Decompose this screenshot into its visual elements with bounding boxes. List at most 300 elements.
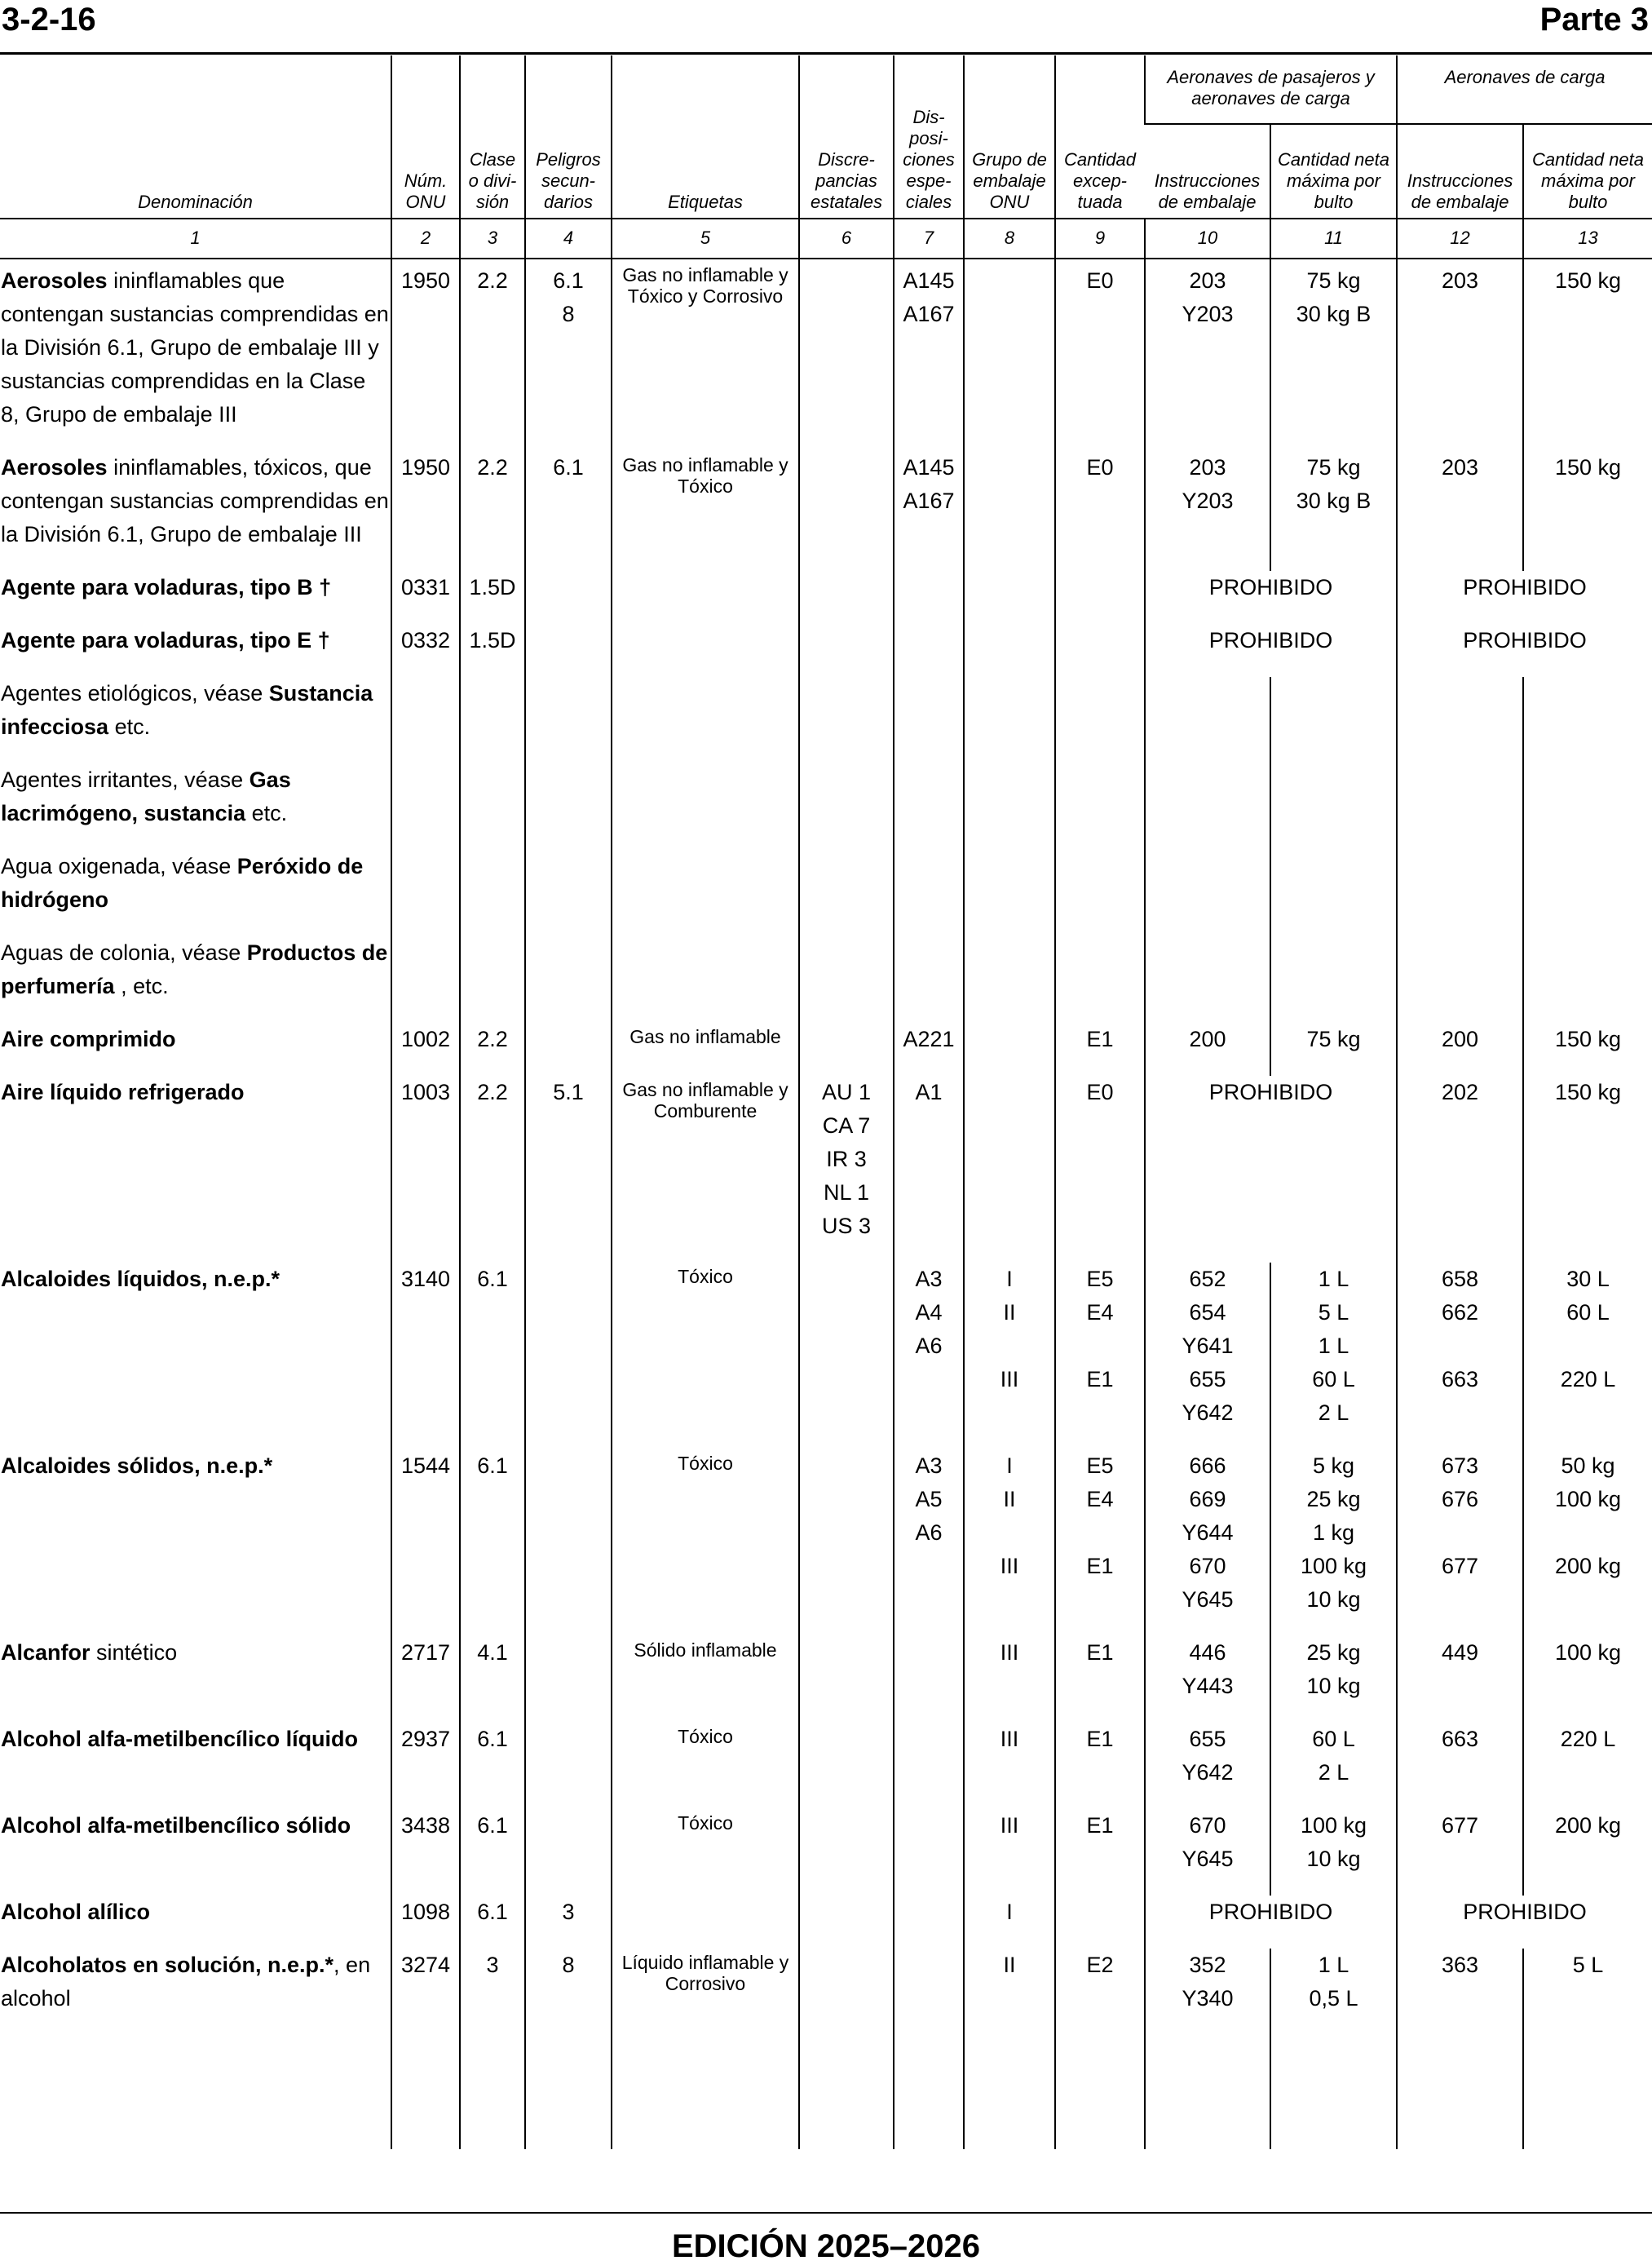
excepted-quantity-value: E0 xyxy=(1086,1080,1114,1104)
denomination-rest: ininflamables que contengan sustancias comprendidas en la División 6.1, Grupo de embalaje III y sustancias comprendidas en la Clase 8, Grupo de embalaje III xyxy=(1,268,389,427)
packing-instruction-passenger-value: 654 xyxy=(1189,1300,1226,1325)
col-header-7: Dis- posi- ciones espe- ciales xyxy=(894,55,964,219)
packing-group-value xyxy=(965,1516,1054,1550)
max-net-qty-passenger xyxy=(1270,1809,1397,1896)
excepted-quantity xyxy=(1055,259,1145,451)
excepted-quantity-value: E1 xyxy=(1086,1554,1114,1578)
special-provision xyxy=(894,1896,964,1949)
excepted-quantity-value: E1 xyxy=(1086,1727,1114,1751)
un-number-cell xyxy=(391,936,460,1023)
special-provision xyxy=(894,1449,964,1636)
un-number-cell: 0331 xyxy=(391,571,460,624)
table-row xyxy=(0,1263,1652,1449)
denomination-bold: Peróxido de hidrógeno xyxy=(1,854,364,912)
packing-instruction-passenger xyxy=(1145,1949,1270,2035)
special-provision-value: A6 xyxy=(915,1334,943,1358)
special-provision xyxy=(894,1076,964,1263)
state-variation xyxy=(799,850,894,936)
special-provision-value: A167 xyxy=(903,302,955,326)
un-number-cell: 1002 xyxy=(391,1023,460,1076)
state-variation xyxy=(799,1076,894,1263)
denomination-rest: ininflamables, tóxicos, que contengan sustancias comprendidas en la División 6.1, Grupo de embalaje III xyxy=(1,455,389,546)
packing-instruction-cargo-value: 673 xyxy=(1441,1453,1479,1478)
forbidden-passenger: PROHIBIDO xyxy=(1145,571,1397,624)
denomination-rest: , en alcohol xyxy=(1,1953,371,2011)
packing-group xyxy=(964,1949,1055,2035)
packing-instruction-passenger xyxy=(1145,677,1270,763)
class-cell: 6.1 xyxy=(460,1263,525,1449)
max-net-qty-cargo xyxy=(1523,1949,1652,2035)
subsidiary-hazard xyxy=(525,1263,612,1449)
packing-instruction-passenger xyxy=(1145,763,1270,850)
filler-cell xyxy=(1055,2035,1145,2149)
label-cell xyxy=(612,1896,799,1949)
column-number: 4 xyxy=(525,219,612,259)
max-net-qty-passenger-value: 60 L xyxy=(1312,1367,1355,1391)
packing-group xyxy=(964,850,1055,936)
excepted-quantity-value xyxy=(1056,1516,1144,1550)
packing-instruction-cargo-value: 676 xyxy=(1441,1487,1479,1511)
excepted-quantity xyxy=(1055,1263,1145,1449)
max-net-qty-passenger-value: 100 kg xyxy=(1300,1813,1367,1838)
max-net-qty-passenger xyxy=(1270,1023,1397,1076)
packing-instruction-passenger xyxy=(1145,451,1270,571)
filler-cell xyxy=(799,2035,894,2149)
excepted-quantity-value: E4 xyxy=(1086,1300,1114,1325)
max-net-qty-passenger-value: 60 L xyxy=(1312,1727,1355,1751)
denomination-prefix: Aguas de colonia, véase xyxy=(1,940,247,965)
max-net-qty-cargo-value: 150 kg xyxy=(1554,268,1622,293)
state-variation xyxy=(799,259,894,451)
excepted-quantity-value xyxy=(1056,1583,1144,1617)
denomination-cell xyxy=(0,1076,391,1263)
special-provision-value: A3 xyxy=(915,1267,943,1291)
table-row xyxy=(0,1809,1652,1896)
packing-instruction-passenger-value: Y645 xyxy=(1182,1847,1234,1871)
special-provision xyxy=(894,259,964,451)
class-cell xyxy=(460,936,525,1023)
subsidiary-hazard xyxy=(525,677,612,763)
denomination-rest: , etc. xyxy=(114,974,169,998)
subsidiary-hazard xyxy=(525,1809,612,1896)
max-net-qty-passenger-value: 25 kg xyxy=(1306,1487,1361,1511)
packing-instruction-passenger xyxy=(1145,850,1270,936)
state-variation xyxy=(799,936,894,1023)
max-net-qty-passenger-value: 0,5 L xyxy=(1309,1986,1358,2011)
forbidden-passenger: PROHIBIDO xyxy=(1145,1896,1397,1949)
packing-group xyxy=(964,1449,1055,1636)
table-row xyxy=(0,1023,1652,1076)
denomination-bold: Alcohol alílico xyxy=(1,1900,151,1924)
label-cell: Líquido inflamable y Corrosivo xyxy=(612,1949,799,2035)
max-net-qty-passenger xyxy=(1270,1636,1397,1723)
un-number-cell: 2937 xyxy=(391,1723,460,1809)
packing-instruction-cargo xyxy=(1397,936,1523,1023)
subsidiary-hazard xyxy=(525,624,612,677)
table-row xyxy=(0,1949,1652,2035)
excepted-quantity-value: E4 xyxy=(1086,1487,1114,1511)
label-cell xyxy=(612,763,799,850)
excepted-quantity xyxy=(1055,1023,1145,1076)
denomination-bold: Productos de perfumería xyxy=(1,940,388,998)
packing-instruction-cargo xyxy=(1397,1949,1523,2035)
packing-instruction-passenger-value: 655 xyxy=(1189,1727,1226,1751)
max-net-qty-passenger xyxy=(1270,850,1397,936)
max-net-qty-passenger-value: 25 kg xyxy=(1306,1640,1361,1665)
class-cell xyxy=(460,677,525,763)
packing-instruction-passenger-value: Y203 xyxy=(1182,489,1234,513)
packing-instruction-cargo xyxy=(1397,259,1523,451)
packing-instruction-cargo xyxy=(1397,1449,1523,1636)
special-provision xyxy=(894,1949,964,2035)
label-cell: Tóxico xyxy=(612,1809,799,1896)
table-row xyxy=(0,850,1652,936)
filler-cell xyxy=(964,2035,1055,2149)
max-net-qty-cargo xyxy=(1523,259,1652,451)
packing-instruction-cargo xyxy=(1397,763,1523,850)
max-net-qty-passenger-value: 2 L xyxy=(1318,1400,1349,1425)
denomination-cell xyxy=(0,850,391,936)
col-header-5: Etiquetas xyxy=(612,55,799,219)
state-variation xyxy=(799,1449,894,1636)
packing-instruction-cargo xyxy=(1397,451,1523,571)
column-number: 5 xyxy=(612,219,799,259)
max-net-qty-passenger xyxy=(1270,451,1397,571)
special-provision xyxy=(894,1723,964,1809)
label-cell xyxy=(612,677,799,763)
packing-group-value: III xyxy=(1000,1727,1019,1751)
excepted-quantity xyxy=(1055,451,1145,571)
special-provision xyxy=(894,936,964,1023)
max-net-qty-passenger-value: 10 kg xyxy=(1306,1587,1361,1612)
packing-group-value: III xyxy=(1000,1813,1019,1838)
packing-instruction-cargo xyxy=(1397,677,1523,763)
column-number: 11 xyxy=(1270,219,1397,259)
packing-group-value: III xyxy=(1000,1367,1019,1391)
excepted-quantity-value: E5 xyxy=(1086,1267,1114,1291)
denomination-cell xyxy=(0,1896,391,1949)
packing-group-value xyxy=(965,1329,1054,1363)
forbidden-passenger: PROHIBIDO xyxy=(1145,1076,1397,1263)
col-header-8: Grupo de embalaje ONU xyxy=(964,55,1055,219)
max-net-qty-cargo xyxy=(1523,1636,1652,1723)
special-provision-value: A1 xyxy=(915,1080,943,1104)
subsidiary-hazard xyxy=(525,1449,612,1636)
class-cell: 6.1 xyxy=(460,1723,525,1809)
packing-instruction-cargo-value: 203 xyxy=(1441,268,1479,293)
packing-group xyxy=(964,1076,1055,1263)
un-number-cell xyxy=(391,763,460,850)
state-variation xyxy=(799,1809,894,1896)
col-header-10: Instrucciones de embalaje xyxy=(1154,170,1261,212)
filler-row xyxy=(0,2035,1652,2149)
excepted-quantity-value: E2 xyxy=(1086,1953,1114,1977)
max-net-qty-passenger xyxy=(1270,259,1397,451)
class-cell xyxy=(460,850,525,936)
packing-instruction-passenger xyxy=(1145,1023,1270,1076)
max-net-qty-cargo-value: 100 kg xyxy=(1554,1640,1622,1665)
max-net-qty-passenger xyxy=(1270,936,1397,1023)
max-net-qty-cargo-value: 200 kg xyxy=(1554,1554,1622,1578)
packing-instruction-passenger-value: Y340 xyxy=(1182,1986,1234,2011)
un-number-cell: 1544 xyxy=(391,1449,460,1636)
max-net-qty-passenger-value: 1 L xyxy=(1318,1334,1349,1358)
max-net-qty-passenger-value: 10 kg xyxy=(1306,1674,1361,1698)
denomination-prefix: Agua oxigenada, véase xyxy=(1,854,237,878)
un-number-cell: 3438 xyxy=(391,1809,460,1896)
class-cell: 6.1 xyxy=(460,1809,525,1896)
class-cell: 2.2 xyxy=(460,451,525,571)
col-header-11: Cantidad neta máxima por bulto xyxy=(1270,124,1397,219)
col-header-6: Discre- pancias estatales xyxy=(799,55,894,219)
column-number: 10 xyxy=(1145,219,1270,259)
excepted-quantity xyxy=(1055,763,1145,850)
max-net-qty-passenger-value: 10 kg xyxy=(1306,1847,1361,1871)
state-variation xyxy=(799,763,894,850)
packing-instruction-cargo xyxy=(1397,1023,1523,1076)
subsidiary-hazard xyxy=(525,763,612,850)
column-number: 3 xyxy=(460,219,525,259)
denomination-bold: Aire líquido refrigerado xyxy=(1,1080,245,1104)
packing-group xyxy=(964,1263,1055,1449)
denomination-cell xyxy=(0,1723,391,1809)
max-net-qty-passenger-value: 100 kg xyxy=(1300,1554,1367,1578)
forbidden-cargo: PROHIBIDO xyxy=(1397,624,1652,677)
label-cell: Gas no inflamable xyxy=(612,1023,799,1076)
col-header-12: Instrucciones de embalaje xyxy=(1397,124,1523,219)
denomination-rest: etc. xyxy=(108,714,151,739)
excepted-quantity-value xyxy=(1056,1396,1144,1430)
table-row xyxy=(0,1449,1652,1636)
class-cell: 1.5D xyxy=(460,624,525,677)
packing-instruction-passenger-value: 203 xyxy=(1189,268,1226,293)
excepted-quantity xyxy=(1055,1809,1145,1896)
denomination-bold: Agente para voladuras, tipo E † xyxy=(1,628,330,653)
filler-cell xyxy=(894,2035,964,2149)
col-header-13: Cantidad neta máxima por bulto xyxy=(1523,124,1652,219)
special-provision-value: A4 xyxy=(915,1300,943,1325)
max-net-qty-cargo xyxy=(1523,1076,1652,1263)
table-row xyxy=(0,1076,1652,1263)
packing-group-value xyxy=(965,1583,1054,1617)
excepted-quantity xyxy=(1055,624,1145,677)
excepted-quantity-value: E1 xyxy=(1086,1813,1114,1838)
column-number: 7 xyxy=(894,219,964,259)
label-cell xyxy=(612,936,799,1023)
denomination-cell xyxy=(0,763,391,850)
special-provision xyxy=(894,451,964,571)
max-net-qty-cargo-value: 5 L xyxy=(1572,1953,1604,1977)
packing-instruction-passenger-value: 200 xyxy=(1189,1027,1226,1051)
max-net-qty-passenger-value: 1 L xyxy=(1318,1267,1349,1291)
class-cell: 2.2 xyxy=(460,1076,525,1263)
packing-group-value: II xyxy=(1003,1487,1016,1511)
max-net-qty-cargo xyxy=(1523,763,1652,850)
excepted-quantity xyxy=(1055,850,1145,936)
un-number-cell: 1950 xyxy=(391,451,460,571)
excepted-quantity xyxy=(1055,677,1145,763)
denomination-bold: Alcoholatos en solución, n.e.p.* xyxy=(1,1953,334,1977)
filler-cell xyxy=(1270,2035,1397,2149)
filler-cell xyxy=(525,2035,612,2149)
max-net-qty-cargo xyxy=(1523,451,1652,571)
packing-instruction-cargo-value: 658 xyxy=(1441,1267,1479,1291)
packing-instruction-passenger-value: 666 xyxy=(1189,1453,1226,1478)
col-header-2: Núm. ONU xyxy=(391,55,460,219)
max-net-qty-passenger xyxy=(1270,1949,1397,2035)
table-row xyxy=(0,677,1652,763)
packing-instruction-cargo-value: 662 xyxy=(1441,1300,1479,1325)
denomination-prefix: Agentes etiológicos, véase xyxy=(1,681,269,706)
denomination-bold: Aire comprimido xyxy=(1,1027,176,1051)
column-number: 1 xyxy=(0,219,391,259)
packing-instruction-passenger-value: 670 xyxy=(1189,1554,1226,1578)
max-net-qty-cargo-value: 50 kg xyxy=(1561,1453,1615,1478)
packing-instruction-cargo-value xyxy=(1398,1516,1522,1550)
packing-group xyxy=(964,1723,1055,1809)
max-net-qty-cargo-value xyxy=(1524,1396,1652,1430)
subsidiary-hazard-value: 8 xyxy=(562,302,575,326)
packing-group xyxy=(964,1023,1055,1076)
subsidiary-hazard xyxy=(525,850,612,936)
subsidiary-hazard-value: 6.1 xyxy=(553,455,584,480)
packing-instruction-cargo-value: 449 xyxy=(1441,1640,1479,1665)
denomination-bold: Aerosoles xyxy=(1,268,108,293)
max-net-qty-cargo-value xyxy=(1524,1516,1652,1550)
filler-cell xyxy=(460,2035,525,2149)
packing-instruction-cargo-value xyxy=(1398,1583,1522,1617)
subsidiary-hazard-value: 3 xyxy=(562,1900,575,1924)
column-number-row xyxy=(0,219,1652,259)
excepted-quantity xyxy=(1055,1896,1145,1949)
packing-instruction-cargo-value: 663 xyxy=(1441,1727,1479,1751)
special-provision xyxy=(894,1809,964,1896)
part-label: Parte 3 xyxy=(1539,2,1649,38)
filler-cell xyxy=(391,2035,460,2149)
subsidiary-hazard xyxy=(525,1023,612,1076)
edition-footer: EDICIÓN 2025–2026 xyxy=(0,2212,1652,2265)
class-cell: 4.1 xyxy=(460,1636,525,1723)
subsidiary-hazard xyxy=(525,1949,612,2035)
state-variation xyxy=(799,571,894,624)
state-variation xyxy=(799,677,894,763)
packing-instruction-cargo xyxy=(1397,1263,1523,1449)
filler-cell xyxy=(1397,2035,1523,2149)
table-row xyxy=(0,1896,1652,1949)
state-variation xyxy=(799,1263,894,1449)
max-net-qty-cargo-value: 220 L xyxy=(1560,1727,1616,1751)
packing-group xyxy=(964,624,1055,677)
class-cell: 3 xyxy=(460,1949,525,2035)
max-net-qty-cargo-value: 30 L xyxy=(1566,1267,1610,1291)
un-number-cell: 1950 xyxy=(391,259,460,451)
special-provision-value: A167 xyxy=(903,489,955,513)
table-row xyxy=(0,763,1652,850)
class-cell: 2.2 xyxy=(460,1023,525,1076)
max-net-qty-cargo-value: 220 L xyxy=(1560,1367,1616,1391)
packing-group-value: III xyxy=(1000,1640,1019,1665)
excepted-quantity-value: E1 xyxy=(1086,1367,1114,1391)
special-provision xyxy=(894,1636,964,1723)
denomination-cell xyxy=(0,624,391,677)
max-net-qty-passenger-value: 1 L xyxy=(1318,1953,1349,1977)
denomination-rest: sintético xyxy=(90,1640,178,1665)
un-number-cell xyxy=(391,850,460,936)
column-number: 9 xyxy=(1055,219,1145,259)
special-provision xyxy=(894,1263,964,1449)
packing-group xyxy=(964,677,1055,763)
class-cell: 2.2 xyxy=(460,259,525,451)
packing-instruction-cargo-value: 200 xyxy=(1441,1027,1479,1051)
filler-cell xyxy=(1145,2035,1270,2149)
class-cell: 6.1 xyxy=(460,1449,525,1636)
packing-instruction-passenger-value: Y642 xyxy=(1182,1760,1234,1785)
un-number-cell: 1003 xyxy=(391,1076,460,1263)
denomination-cell xyxy=(0,1023,391,1076)
packing-instruction-cargo-value: 202 xyxy=(1441,1080,1479,1104)
un-number-cell: 3274 xyxy=(391,1949,460,2035)
state-variation xyxy=(799,451,894,571)
packing-group xyxy=(964,763,1055,850)
special-provision xyxy=(894,1023,964,1076)
special-provision-value: A3 xyxy=(915,1453,943,1478)
packing-group xyxy=(964,571,1055,624)
max-net-qty-cargo-value xyxy=(1524,1329,1652,1363)
packing-group xyxy=(964,1636,1055,1723)
state-variation xyxy=(799,1023,894,1076)
max-net-qty-passenger-value: 5 kg xyxy=(1312,1453,1355,1478)
packing-instruction-passenger xyxy=(1145,1263,1270,1449)
packing-instruction-passenger-value: 670 xyxy=(1189,1813,1226,1838)
packing-instruction-passenger-value: Y203 xyxy=(1182,302,1234,326)
max-net-qty-passenger-value: 1 kg xyxy=(1312,1520,1355,1545)
packing-instruction-cargo-value: 203 xyxy=(1441,455,1479,480)
max-net-qty-cargo xyxy=(1523,1023,1652,1076)
max-net-qty-passenger xyxy=(1270,763,1397,850)
packing-instruction-cargo-value xyxy=(1398,1396,1522,1430)
table-row xyxy=(0,1723,1652,1809)
special-provision xyxy=(894,763,964,850)
packing-group xyxy=(964,259,1055,451)
packing-instruction-passenger-value: Y641 xyxy=(1182,1334,1234,1358)
denomination-cell xyxy=(0,1949,391,2035)
packing-instruction-cargo-value: 677 xyxy=(1441,1813,1479,1838)
packing-instruction-passenger-value: 669 xyxy=(1189,1487,1226,1511)
packing-group-value: I xyxy=(1006,1453,1013,1478)
denomination-rest: etc. xyxy=(245,801,288,825)
forbidden-cargo: PROHIBIDO xyxy=(1397,571,1652,624)
packing-instruction-passenger xyxy=(1145,1636,1270,1723)
packing-group xyxy=(964,451,1055,571)
special-provision-value: A5 xyxy=(915,1487,943,1511)
packing-instruction-passenger-value: 655 xyxy=(1189,1367,1226,1391)
excepted-quantity xyxy=(1055,1449,1145,1636)
packing-instruction-passenger-value: Y645 xyxy=(1182,1587,1234,1612)
group-header-cargo: Aeronaves de carga xyxy=(1397,55,1652,124)
column-number: 2 xyxy=(391,219,460,259)
denomination-cell xyxy=(0,451,391,571)
packing-instruction-passenger-value: 203 xyxy=(1189,455,1226,480)
denomination-bold: Alcohol alfa-metilbencílico sólido xyxy=(1,1813,351,1838)
table-row xyxy=(0,571,1652,624)
un-number-cell: 2717 xyxy=(391,1636,460,1723)
packing-group xyxy=(964,1809,1055,1896)
forbidden-cargo: PROHIBIDO xyxy=(1397,1896,1652,1949)
denomination-bold: Alcaloides líquidos, n.e.p.* xyxy=(1,1267,280,1291)
packing-group-value: II xyxy=(1003,1300,1016,1325)
label-cell: Tóxico xyxy=(612,1723,799,1809)
table-row xyxy=(0,936,1652,1023)
